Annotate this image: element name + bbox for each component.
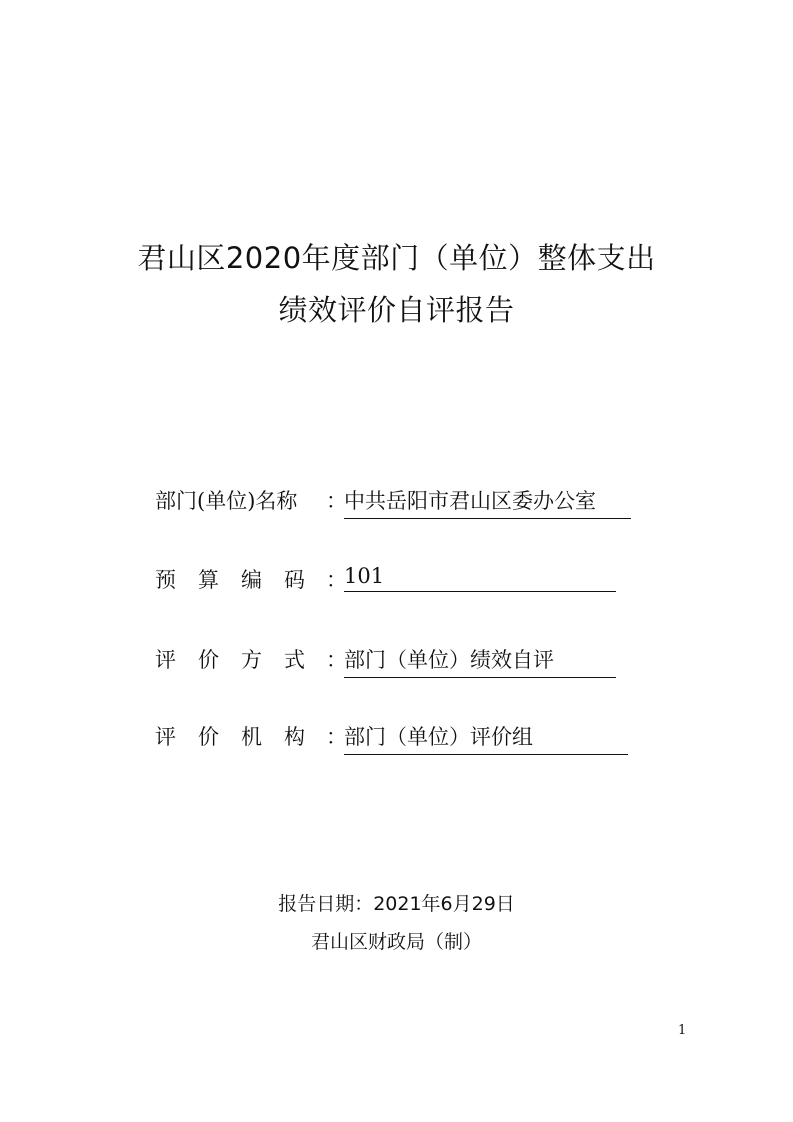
report-date: 报告日期：2021年6月29日	[278, 893, 515, 915]
field-label: 部门(单位)名称	[155, 489, 298, 513]
field-colon: ：	[326, 725, 347, 749]
field-label: 评价机构	[155, 725, 327, 749]
field-colon: ：	[326, 648, 347, 672]
field-colon: ：	[326, 568, 347, 592]
issuer: 君山区财政局（制）	[310, 931, 482, 953]
field-value: 中共岳阳市君山区委办公室	[344, 485, 631, 519]
field-colon: ：	[326, 489, 347, 513]
page-number: 1	[678, 1023, 687, 1038]
field-value: 101	[344, 564, 616, 592]
field-value: 部门（单位）绩效自评	[344, 644, 616, 678]
field-label: 评价方式	[155, 648, 327, 672]
field-label: 预算编码	[155, 568, 327, 592]
document-title-line-2: 绩效评价自评报告	[278, 293, 515, 327]
document-title-line-1: 君山区2020年度部门（单位）整体支出	[137, 241, 656, 275]
field-value: 部门（单位）评价组	[344, 721, 628, 755]
